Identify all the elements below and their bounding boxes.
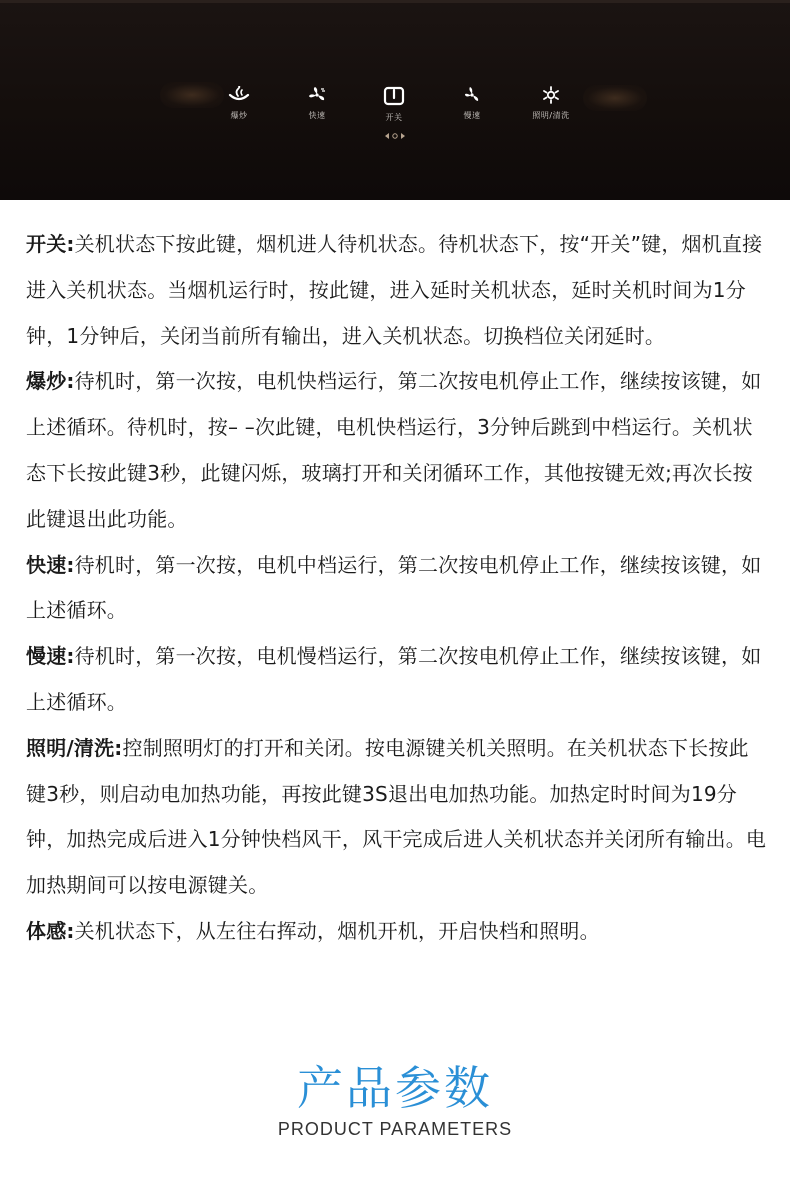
instruction-heading: 慢速: xyxy=(26,644,75,669)
power-icon xyxy=(383,86,405,106)
product-parameters-subtitle: PRODUCT PARAMETERS xyxy=(277,1119,513,1139)
fan-slow-icon xyxy=(461,86,483,104)
instruction-text: 待机时，第一次按，电机慢档运行，第二次按电机停止工作，继续按该键，如上述循环。 xyxy=(26,644,762,714)
instruction-gesture xyxy=(26,909,768,955)
instruction-heading: 开关: xyxy=(26,232,75,256)
power-button[interactable] xyxy=(364,86,424,123)
indicator-glow-right xyxy=(583,85,647,111)
instruction-text: 关机状态下，从左往右挥动，烟机开机，开启快档和照明。 xyxy=(74,918,600,943)
instruction-heading: 照明/清洗: xyxy=(26,735,123,760)
slow-speed-label: 慢速 xyxy=(463,111,481,120)
instruction-text: 控制照明灯的打开和关闭。按电源键关机关照明。在关机状态下长按此键3秒，则启动电加热功能，再按此键3S退出电加热功能。加热定时时间为19分钟，加热完成后进入1分钟快档风干，风干完成后进人关机状态并关闭所有输出。电加热期间可以按电源键关。 xyxy=(26,735,767,898)
stir-fry-button[interactable] xyxy=(209,86,269,121)
slow-speed-button[interactable] xyxy=(442,86,502,121)
light-clean-button[interactable] xyxy=(520,86,582,121)
instruction-slow xyxy=(26,634,768,726)
stir-fry-icon xyxy=(228,86,250,104)
instruction-heading: 爆炒: xyxy=(26,369,75,394)
instructions-section xyxy=(26,222,768,955)
stir-fry-label: 爆炒 xyxy=(230,111,248,120)
instruction-power xyxy=(26,222,768,359)
light-clean-label: 照明/清洗 xyxy=(532,111,570,120)
gesture-sensor-icon xyxy=(381,131,409,141)
power-label: 开关 xyxy=(385,113,403,122)
fast-speed-label: 快速 xyxy=(308,111,326,120)
light-clean-icon xyxy=(540,86,562,104)
instruction-text: 待机时，第一次按，电机快档运行，第二次按电机停止工作，继续按该键，如上述循环。待机时，按– –次此键，电机快档运行，3分钟后跳到中档运行。关机状态下长按此键3秒，此键闪烁，玻璃打开和关闭循环工作，其他按键无效;再次长按此键退出此功能。 xyxy=(26,369,762,531)
instruction-light-clean xyxy=(26,726,768,909)
instruction-text: 关机状态下按此键，烟机进人待机状态。待机状态下，按“开关”键，烟机直接进入关机状态。当烟机运行时，按此键，进入延时关机状态，延时关机时间为1分钟，1分钟后，关闭当前所有输出，进入关机状态。切换档位关闭延时。 xyxy=(26,232,763,348)
control-panel-photo xyxy=(0,0,790,200)
product-parameters-title: 产品参数 xyxy=(297,1061,493,1115)
fan-fast-icon xyxy=(306,86,328,104)
instruction-fast xyxy=(26,543,768,635)
instruction-text: 待机时，第一次按，电机中档运行，第二次按电机停止工作，继续按该键，如上述循环。 xyxy=(26,552,762,623)
instruction-heading: 体感: xyxy=(26,918,75,943)
instruction-heading: 快速: xyxy=(26,552,75,577)
fast-speed-button[interactable] xyxy=(287,86,347,121)
instruction-stir-fry xyxy=(26,359,768,542)
